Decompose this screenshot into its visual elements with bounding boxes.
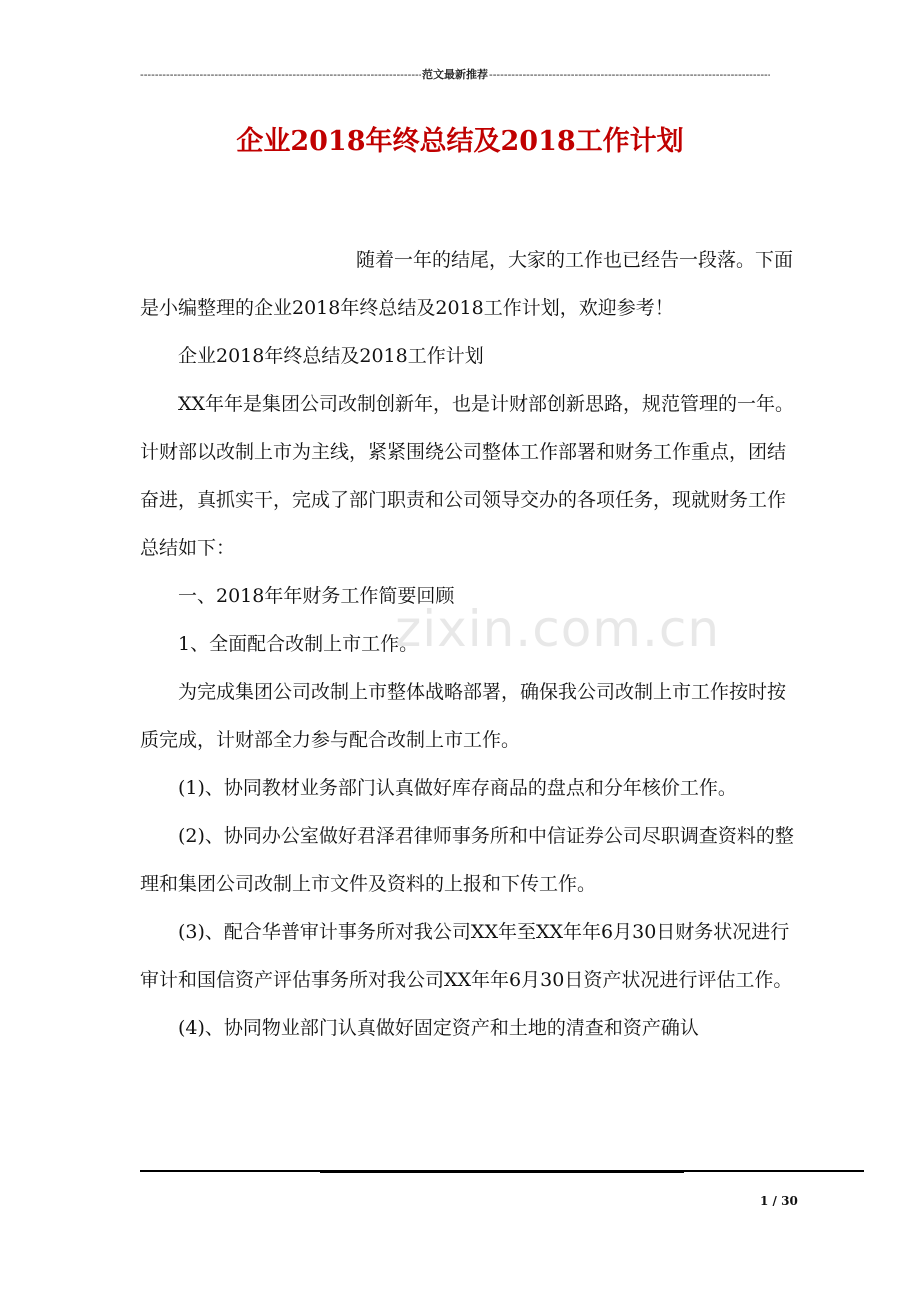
footer-rule (140, 1170, 864, 1174)
header-rule-right (489, 68, 770, 82)
list-item-4: (4)、协同物业部门认真做好固定资产和土地的清查和资产确认 (178, 1017, 699, 1039)
list-item-1: (1)、协同教材业务部门认真做好库存商品的盘点和分年核价工作。 (178, 777, 737, 799)
summary-paragraph: XX年年是集团公司改制创新年，也是计财部创新思路，规范管理的一年。计财部以改制上市为主线，紧紧围绕公司整体工作部署和财务工作重点，团结奋进，真抓实干，完成了部门职责和公司领导交办的各项任务，现就财务工作总结如下： (140, 393, 795, 559)
body-paragraph: 为完成集团公司改制上市整体战略部署，确保我公司改制上市工作按时按质完成，计财部全力参与配合改制上市工作。 (140, 681, 787, 751)
intro-paragraph: 随着一年的结尾，大家的工作也已经告一段落。下面是小编整理的企业2018年终总结及2018工作计划，欢迎参考！ (140, 249, 794, 319)
section-heading: 一、2018年年财务工作简要回顾 (178, 585, 455, 607)
item-heading: 1、全面配合改制上市工作。 (178, 633, 419, 655)
list-item-2: (2)、协同办公室做好君泽君律师事务所和中信证券公司尽职调查资料的整理和集团公司改制上市文件及资料的上报和下传工作。 (140, 825, 794, 895)
header-rule-left (140, 68, 421, 82)
page-number: 1 / 30 (760, 1194, 798, 1208)
subtitle-paragraph: 企业2018年终总结及2018工作计划 (178, 345, 484, 367)
document-title: 企业2018年终总结及2018工作计划 (236, 126, 684, 157)
watermark: zixin.com.cn (395, 600, 721, 658)
list-item-3: (3)、配合华普审计事务所对我公司XX年至XX年年6月30日财务状况进行审计和国信资产评估事务所对我公司XX年年6月30日资产状况进行评估工作。 (140, 921, 793, 991)
header-label: 范文最新推荐 (422, 68, 488, 81)
page-header (140, 68, 770, 82)
